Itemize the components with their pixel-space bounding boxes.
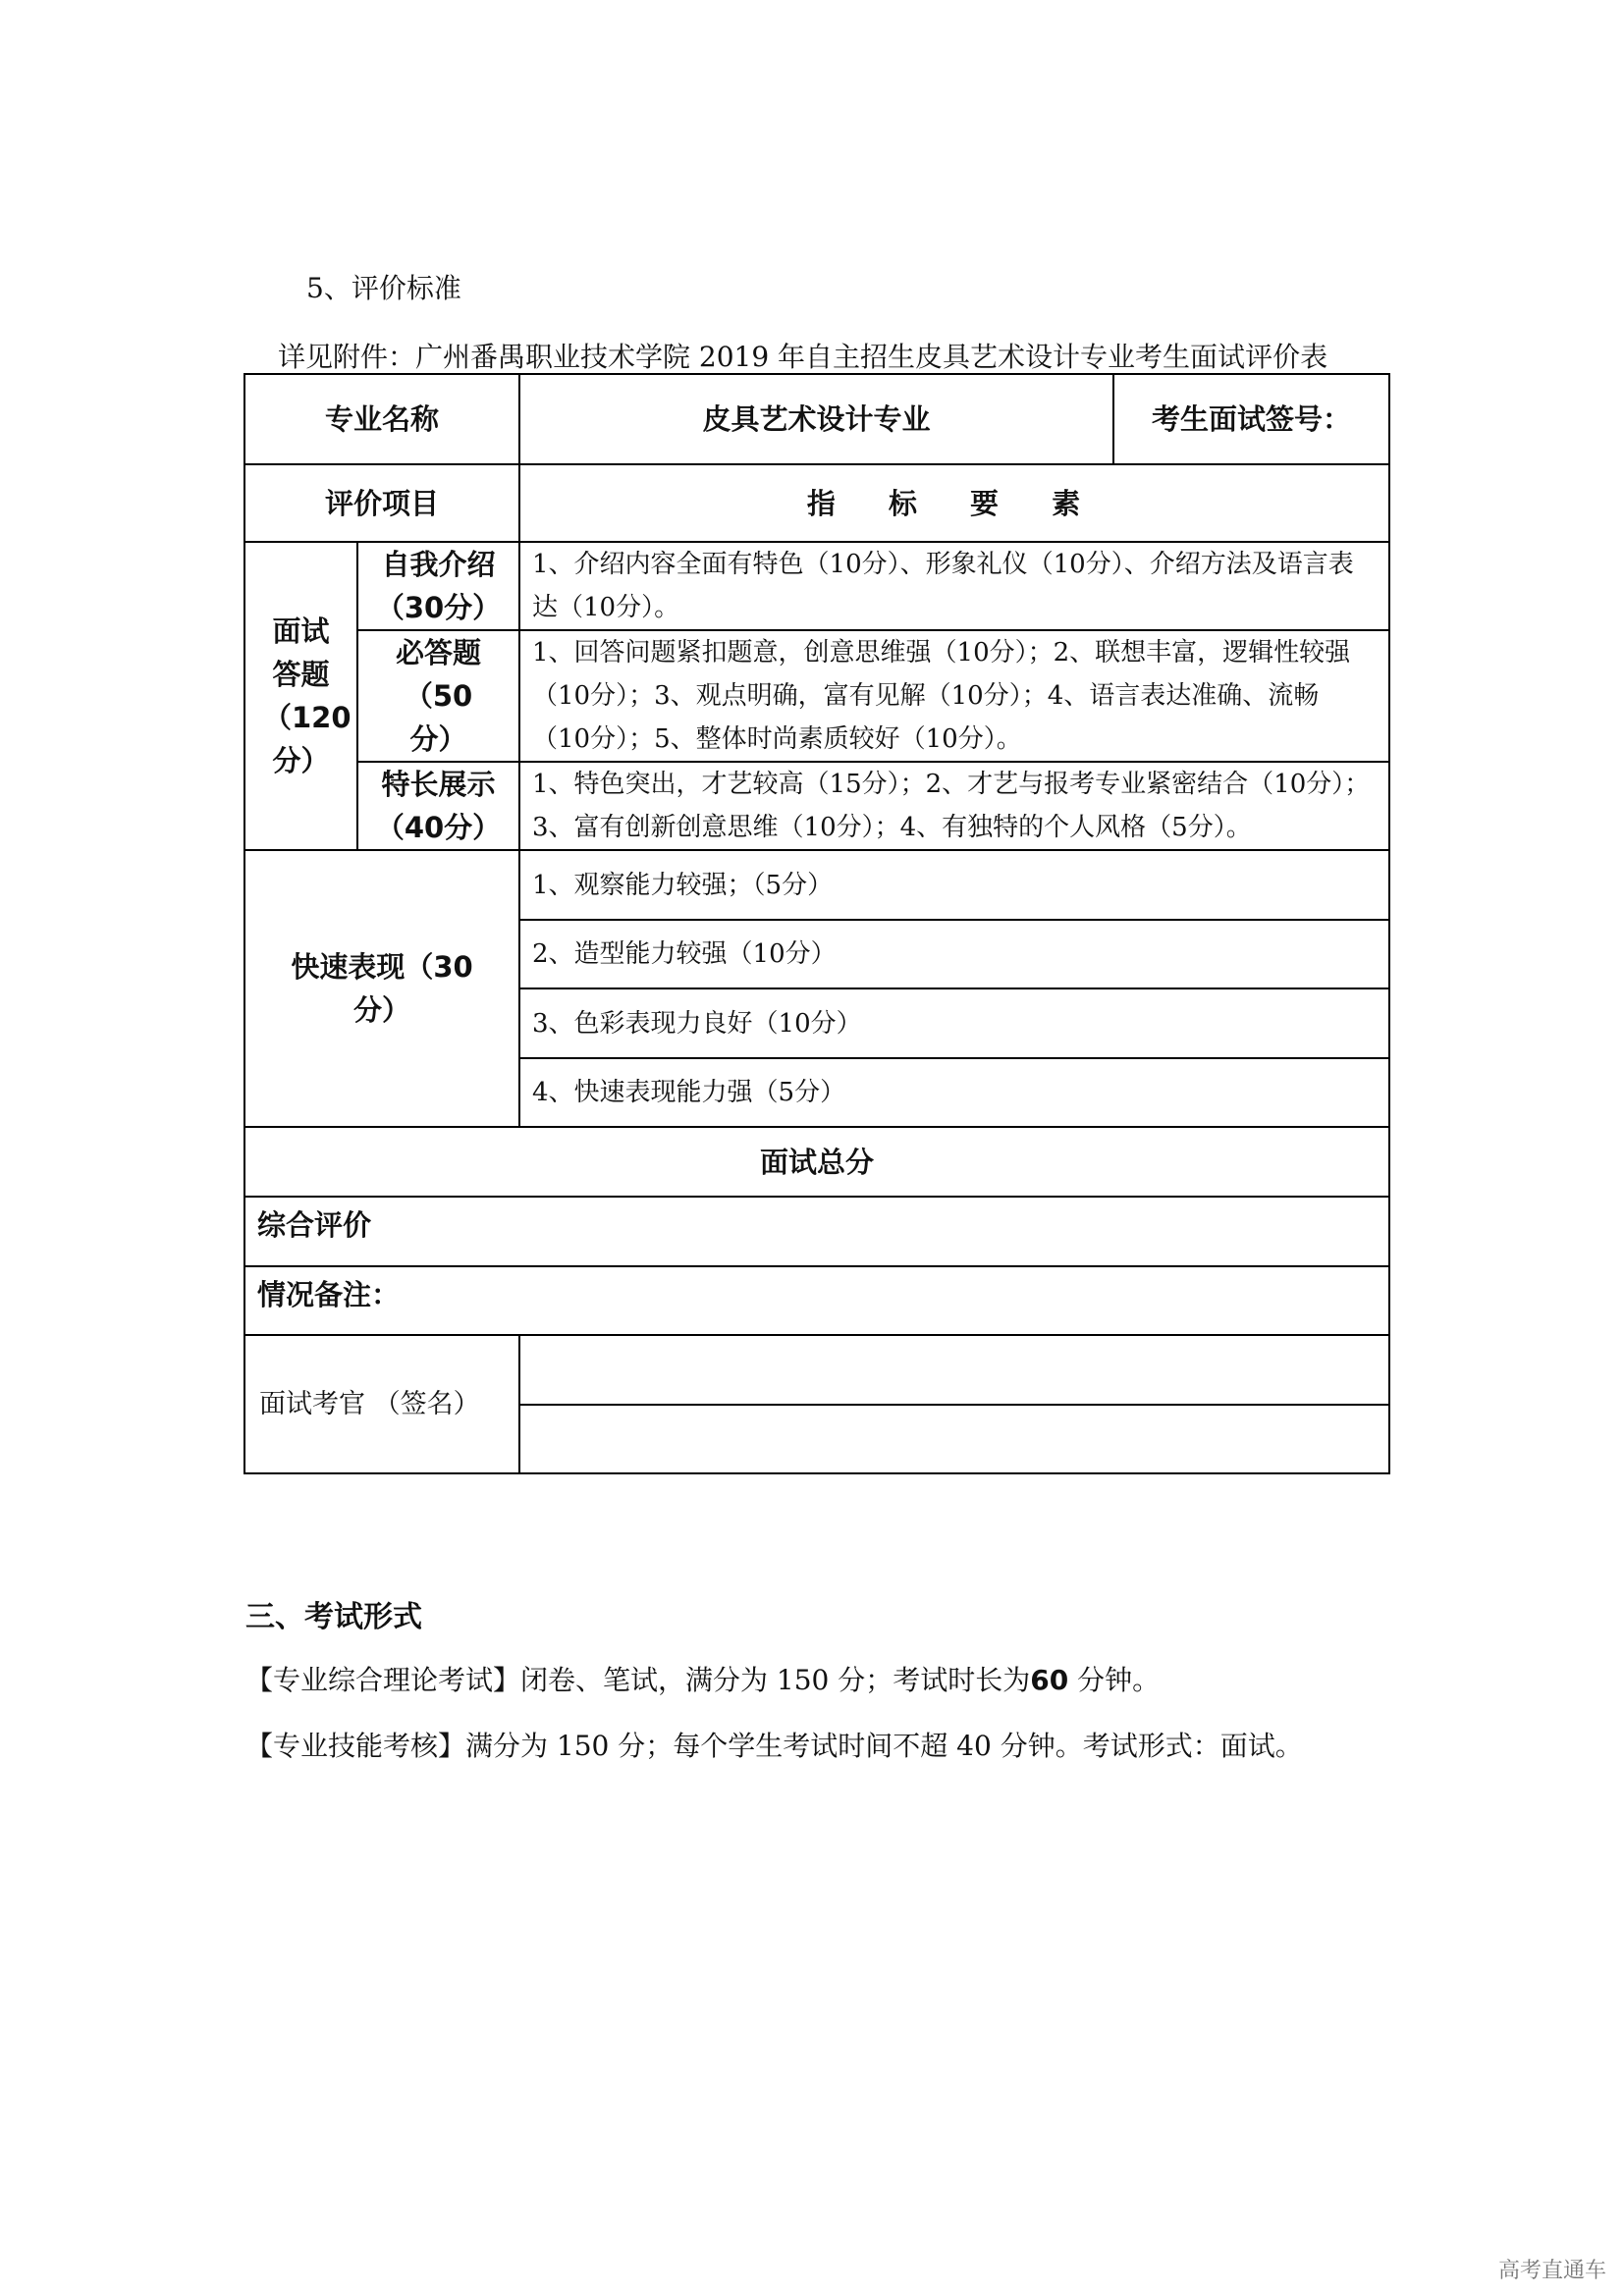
major-label: 专业名称 xyxy=(244,374,519,464)
quick-item: 2、造型能力较强（10分） xyxy=(519,920,1389,988)
paragraph-tag: 【专业综合理论考试】 xyxy=(245,1664,521,1696)
quick-item: 3、色彩表现力良好（10分） xyxy=(519,988,1389,1058)
overall-label: 综合评价 xyxy=(244,1197,1389,1266)
examiner-signature-line-1[interactable] xyxy=(519,1335,1389,1405)
interview-item-name: 自我介绍（30分） xyxy=(357,542,519,630)
table-row xyxy=(244,1335,1389,1405)
paragraph-text: 闭卷、笔试，满分为 150 分；考试时长为 xyxy=(520,1664,1031,1696)
paragraph-tag: 【专业技能考核】 xyxy=(245,1730,466,1762)
exam-form-paragraph-2 xyxy=(245,1725,1303,1764)
signature-label: 考生面试签号： xyxy=(1113,374,1389,464)
section-heading: 5、评价标准 xyxy=(306,272,461,304)
quick-item: 1、观察能力较强；（5分） xyxy=(519,850,1389,920)
interview-item-criteria: 1、特色突出，才艺较高（15分）；2、才艺与报考专业紧密结合（10分）；3、富有创新创意思维（10分）；4、有独特的个人风格（5分）。 xyxy=(519,762,1389,850)
table-row xyxy=(244,542,1389,630)
table-row xyxy=(244,1127,1389,1197)
major-value: 皮具艺术设计专业 xyxy=(519,374,1113,464)
element-header xyxy=(519,464,1389,542)
interview-item-criteria: 1、回答问题紧扣题意，创意思维强（10分）；2、联想丰富，逻辑性较强（10分）；3、观点明确，富有见解（10分）；4、语言表达准确、流畅（10分）；5、整体时尚素质较好（10分）。 xyxy=(519,630,1389,762)
paragraph-text: 分钟。 xyxy=(1068,1664,1161,1696)
total-label: 面试总分 xyxy=(244,1127,1389,1197)
interview-item-name: 必答题（50分） xyxy=(357,630,519,762)
interview-item-criteria: 1、介绍内容全面有特色（10分）、形象礼仪（10分）、介绍方法及语言表达（10分）。 xyxy=(519,542,1389,630)
table-row xyxy=(244,630,1389,762)
table-row xyxy=(244,464,1389,542)
paragraph-number: 60 xyxy=(1030,1664,1069,1696)
exam-form-paragraph-1 xyxy=(245,1659,1160,1698)
interview-group-label: 面试答题（120分） xyxy=(244,542,357,850)
examiner-signature-line-2[interactable] xyxy=(519,1405,1389,1473)
intro-line: 详见附件：广州番禺职业技术学院 2019 年自主招生皮具艺术设计专业考生面试评价表 xyxy=(278,341,1328,373)
element-header-text: 指 标 要 素 xyxy=(806,486,1103,520)
item-header: 评价项目 xyxy=(244,464,519,542)
table-row xyxy=(244,762,1389,850)
table-row xyxy=(244,1266,1389,1335)
evaluation-table xyxy=(244,373,1390,1474)
table-row xyxy=(244,850,1389,920)
table-row xyxy=(244,1197,1389,1266)
exam-form-heading: 三、考试形式 xyxy=(245,1600,422,1634)
remarks-label: 情况备注： xyxy=(244,1266,1389,1335)
watermark: 高考直通车 xyxy=(1497,2259,1606,2283)
table-row xyxy=(244,374,1389,464)
quick-item: 4、快速表现能力强（5分） xyxy=(519,1058,1389,1127)
interview-item-name: 特长展示（40分） xyxy=(357,762,519,850)
examiner-label: 面试考官 （签名） xyxy=(244,1335,519,1473)
paragraph-text: 满分为 150 分；每个学生考试时间不超 40 分钟。考试形式：面试。 xyxy=(465,1730,1303,1762)
quick-label: 快速表现（30分） xyxy=(244,850,519,1127)
